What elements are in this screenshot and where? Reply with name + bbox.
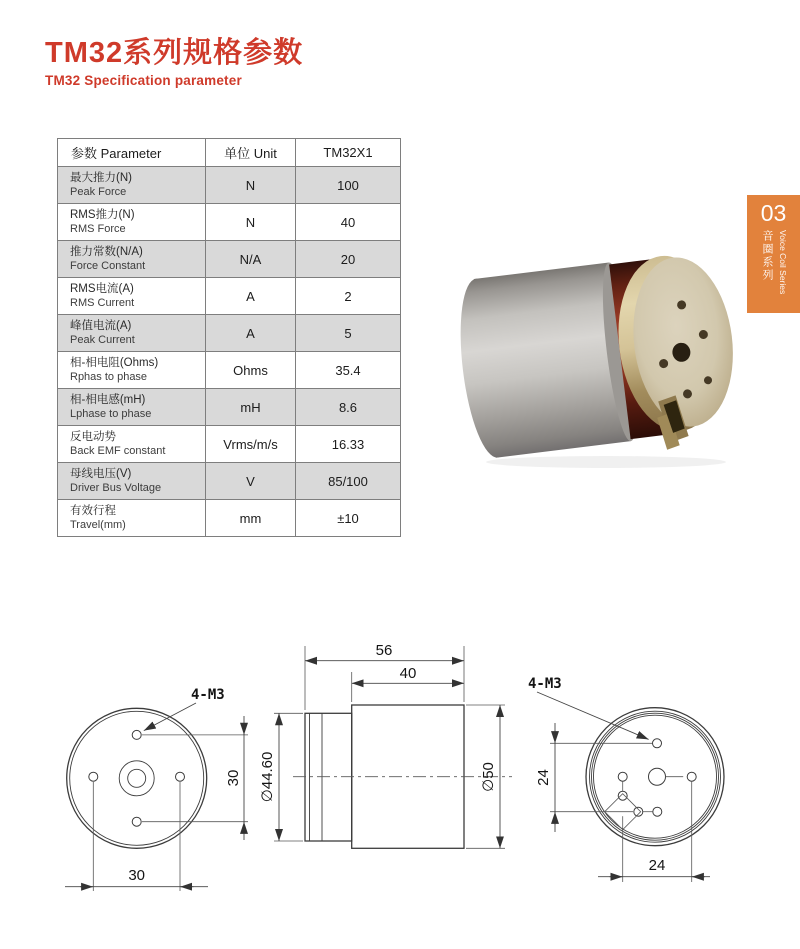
param-value: 100	[296, 167, 401, 204]
param-value: 16.33	[296, 426, 401, 463]
param-name-en: Travel(mm)	[70, 518, 126, 531]
front-view-drawing	[65, 687, 248, 891]
col-header-parameter: 参数 Parameter	[58, 139, 206, 167]
param-name-en: RMS Current	[70, 296, 135, 309]
dim-24-horizontal: 24	[648, 857, 666, 874]
param-value: 85/100	[296, 463, 401, 500]
table-row	[58, 426, 401, 463]
dim-30-horizontal: 30	[128, 867, 146, 884]
param-name-cell	[58, 463, 206, 500]
param-unit: Ohms	[206, 352, 296, 389]
param-value: 5	[296, 315, 401, 352]
param-name-cell	[58, 352, 206, 389]
param-name-en: Force Constant	[70, 259, 146, 272]
page-subtitle: TM32 Specification parameter	[45, 72, 242, 88]
param-name-en: Rphas to phase	[70, 370, 148, 383]
dim-30-vertical: 30	[225, 769, 242, 787]
param-name-cell	[58, 241, 206, 278]
technical-drawings	[0, 630, 800, 949]
param-name-cn: 相-相电阻(Ohms)	[70, 356, 159, 369]
param-value: 35.4	[296, 352, 401, 389]
back-view-drawing	[528, 676, 724, 882]
param-name-cn: RMS推力(N)	[70, 208, 135, 221]
dim-body-diameter: ∅50	[480, 762, 497, 792]
param-name-en: Driver Bus Voltage	[70, 481, 162, 494]
series-number: 03	[760, 200, 787, 226]
table-row	[58, 315, 401, 352]
param-name-cell	[58, 278, 206, 315]
spec-table-header-row	[58, 139, 401, 167]
table-row	[58, 352, 401, 389]
param-value: 8.6	[296, 389, 401, 426]
table-row	[58, 167, 401, 204]
param-name-en: RMS Force	[70, 222, 126, 235]
dim-24-vertical: 24	[535, 769, 552, 786]
thread-callout: 4-M3	[191, 687, 225, 703]
param-unit: N/A	[206, 241, 296, 278]
param-unit: mm	[206, 500, 296, 537]
param-name-cn: 推力常数(N/A)	[70, 245, 143, 258]
param-value: 20	[296, 241, 401, 278]
param-name-cell	[58, 167, 206, 204]
param-unit: mH	[206, 389, 296, 426]
product-photo	[456, 238, 748, 470]
spec-table	[57, 138, 401, 537]
series-labels	[759, 230, 788, 310]
param-name-en: Peak Force	[70, 185, 127, 198]
param-name-cn: 相-相电感(mH)	[70, 393, 146, 406]
param-unit: N	[206, 204, 296, 241]
param-unit: A	[206, 278, 296, 315]
side-view-drawing	[259, 642, 512, 848]
page-title: TM32系列规格参数	[45, 37, 304, 69]
param-name-en: Lphase to phase	[70, 407, 152, 420]
param-unit: Vrms/m/s	[206, 426, 296, 463]
param-value: 2	[296, 278, 401, 315]
table-row	[58, 389, 401, 426]
thread-callout: 4-M3	[528, 676, 562, 692]
param-name-en: Back EMF constant	[70, 444, 166, 457]
param-value: 40	[296, 204, 401, 241]
table-row	[58, 500, 401, 537]
photo-shadow	[486, 456, 726, 468]
series-label-cn: 音圈系列	[761, 230, 773, 282]
param-name-cn: 反电动势	[70, 430, 116, 443]
param-unit: N	[206, 167, 296, 204]
dim-body-length: 40	[399, 665, 417, 682]
col-header-unit: 单位 Unit	[206, 139, 296, 167]
table-row	[58, 278, 401, 315]
param-name-cell	[58, 315, 206, 352]
dim-small-diameter: ∅44.60	[259, 751, 276, 803]
param-name-cn: 母线电压(V)	[70, 467, 132, 480]
series-label-en: Voice Coil Series	[778, 230, 788, 295]
param-name-cell	[58, 426, 206, 463]
table-row	[58, 204, 401, 241]
param-name-cell	[58, 204, 206, 241]
param-unit: V	[206, 463, 296, 500]
param-name-cell	[58, 500, 206, 537]
param-value: ±10	[296, 500, 401, 537]
table-row	[58, 463, 401, 500]
voice-coil-motor	[456, 249, 745, 470]
series-tab[interactable]	[747, 195, 800, 313]
param-name-cn: 最大推力(N)	[70, 171, 132, 184]
dim-total-length: 56	[375, 642, 393, 659]
col-header-model: TM32X1	[296, 139, 401, 167]
param-name-cn: 有效行程	[70, 504, 116, 517]
param-name-cell	[58, 389, 206, 426]
param-unit: A	[206, 315, 296, 352]
param-name-en: Peak Current	[70, 333, 135, 346]
param-name-cn: RMS电流(A)	[70, 282, 134, 295]
title-block	[45, 38, 303, 88]
table-row	[58, 241, 401, 278]
param-name-cn: 峰值电流(A)	[70, 319, 132, 332]
